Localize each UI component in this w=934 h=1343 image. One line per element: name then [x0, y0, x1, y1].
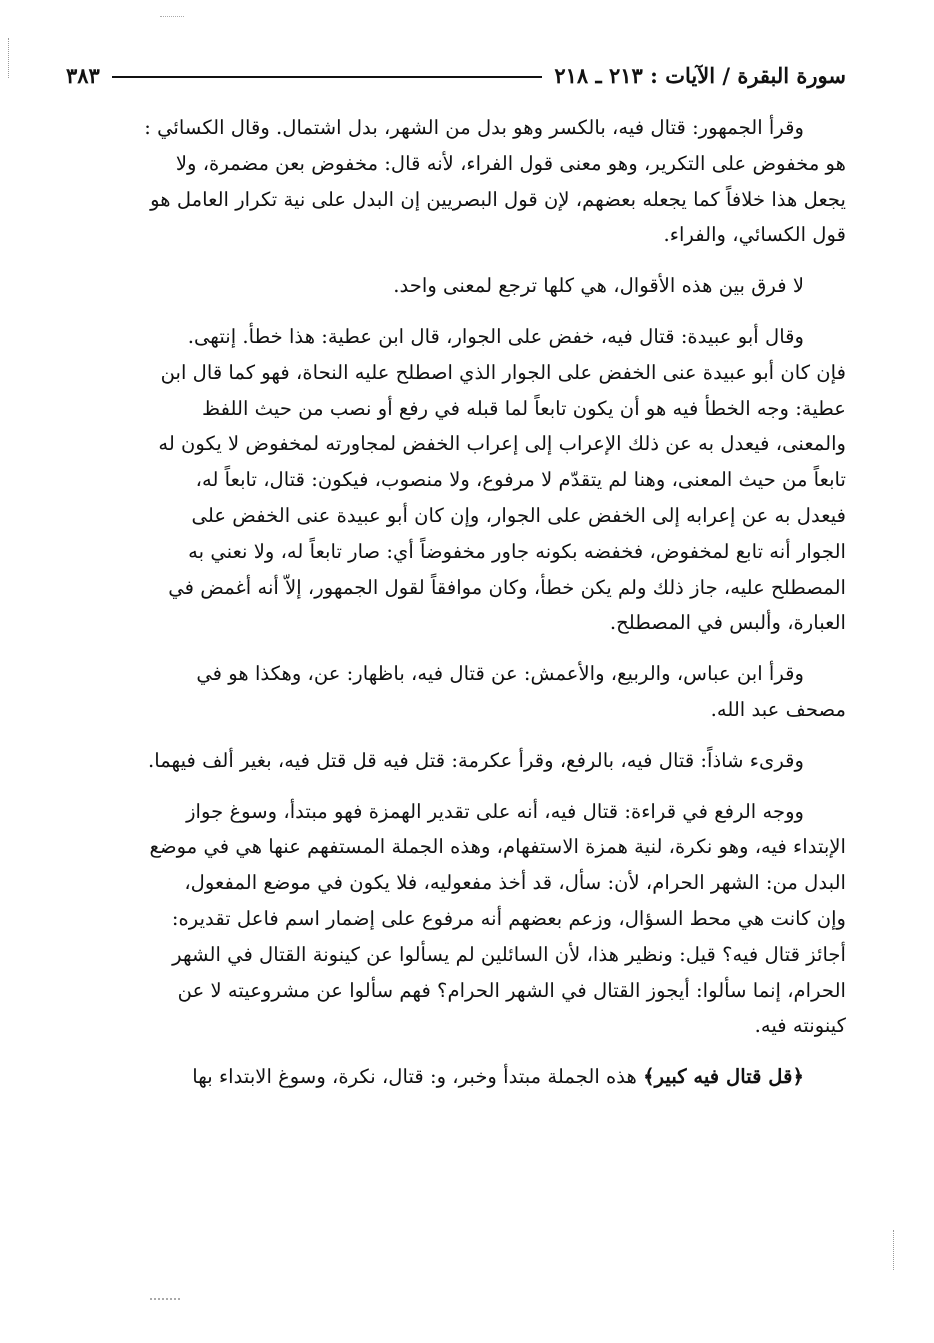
- text-line: الحرام، إنما سألوا: أيجوز القتال في الشهر الحرام؟ فهم سألوا عن مشروعيته لا عن: [177, 978, 846, 1002]
- text-line: كينونته فيه.: [754, 1014, 846, 1038]
- text-line: فيعدل به عن إعرابه إلى الخفض على الجوار، وإن كان أبو عبيدة عنى الخفض على: [191, 503, 846, 527]
- chapter-title: سورة البقرة / الآيات : ٢١٣ ـ ٢١٨: [554, 62, 846, 88]
- running-header: [66, 52, 846, 98]
- text-line: الإبتداء فيه، وهو نكرة، لنية همزة الاستفهام، وهذه الجملة المستفهم عنها هي في موضع: [149, 835, 846, 859]
- paragraph-2: [66, 268, 846, 304]
- paragraph-6: [66, 794, 846, 1045]
- scan-edge-mark: [889, 1230, 894, 1270]
- paragraph-7: [66, 1059, 846, 1095]
- text-line: وقال أبو عبيدة: قتال فيه، خفض على الجوار، قال ابن عطية: هذا خطأ. إنتهى.: [187, 324, 804, 348]
- text-line: وقرأ الجمهور: قتال فيه، بالكسر وهو بدل من الشهر، بدل اشتمال. وقال الكسائي :: [144, 116, 804, 139]
- text-line: أجائز قتال فيه؟ قيل: ونظير هذا، لأن السائلين لم يسألوا عن كينونة القتال في الشهر: [172, 942, 846, 966]
- text-line: قول الكسائي، والفراء.: [663, 223, 846, 247]
- text-run: هذه الجملة مبتدأ وخبر، و: قتال، نكرة، وسوغ الابتداء بها: [192, 1065, 644, 1089]
- scan-speck: [160, 16, 184, 19]
- text-line: هو مخفوض على التكرير، وهو معنى قول الفراء، لأنه قال: مخفوض بعن مضمرة، ولا: [175, 151, 846, 175]
- scan-speck: [150, 1298, 180, 1302]
- text-line: العبارة، وألبس في المصطلح.: [609, 611, 846, 635]
- page-body: [66, 110, 846, 1095]
- text-line: الجوار أنه تابع لمخفوض، فخفضه بكونه جاور مخفوضاً أي: صار تابعاً له، ولا نعني به: [188, 539, 846, 563]
- text-line: المصطلح عليه، جاز ذلك ولم يكن خطأ، وكان موافقاً لقول الجمهور، إلاّ أنه أغمض في: [168, 575, 846, 599]
- text-line: تابعاً من حيث المعنى، وهنا لم يتقدّم لا مرفوع، ولا منصوب، فيكون: قتال، تابعاً له،: [195, 468, 846, 492]
- paragraph-5: [66, 743, 846, 779]
- text-line: وقرأ ابن عباس، والربيع، والأعمش: عن قتال فيه، باظهار: عن، وهكذا هو في: [196, 662, 804, 686]
- text-line: فإن كان أبو عبيدة عنى الخفض على الجوار الذي اصطلح عليه النحاة، فهو كما قال ابن: [160, 360, 846, 384]
- quran-quote: ﴿قل قتال فيه كبير﴾: [643, 1065, 804, 1089]
- text-line: والمعنى، فيعدل به عن ذلك الإعراب إلى إعراب الخفض لمجاورته لمخفوض لا يكون له: [158, 432, 846, 456]
- text-line: عطية: وجه الخطأ فيه هو أن يكون تابعاً لما قبله في رفع أو نصب من حيث اللفظ: [202, 396, 846, 420]
- paragraph-1: [66, 110, 846, 253]
- text-line: وإن كانت هي محط السؤال، وزعم بعضهم أنه مرفوع على إضمار اسم فاعل تقديره:: [171, 906, 846, 930]
- text-line: وقرىء شاذاً: قتال فيه، بالرفع، وقرأ عكرمة: قتل فيه قل قتل فيه، بغير ألف فيهما.: [148, 748, 804, 772]
- text-line: البدل من: الشهر الحرام، لأن: سأل، قد أخذ مفعوليه، فلا يكون في موضع المفعول،: [184, 871, 846, 895]
- scan-edge-mark: [8, 38, 13, 78]
- text-line: يجعل هذا خلافاً كما يجعله بعضهم، لإن قول البصريين إن البدل على نية تكرار العامل هو: [150, 187, 846, 211]
- paragraph-4: [66, 656, 846, 728]
- header-rule: [112, 76, 543, 78]
- text-line: لا فرق بين هذه الأقوال، هي كلها ترجع لمعنى واحد.: [393, 274, 804, 298]
- text-line: [66, 1059, 846, 1095]
- paragraph-3: [66, 319, 846, 641]
- book-page: [66, 52, 846, 1110]
- page-number: ٣٨٣: [66, 62, 100, 88]
- text-line: مصحف عبد الله.: [710, 697, 846, 721]
- text-line: ووجه الرفع في قراءة: قتال فيه، أنه على تقدير الهمزة فهو مبتدأ، وسوغ جواز: [186, 799, 804, 823]
